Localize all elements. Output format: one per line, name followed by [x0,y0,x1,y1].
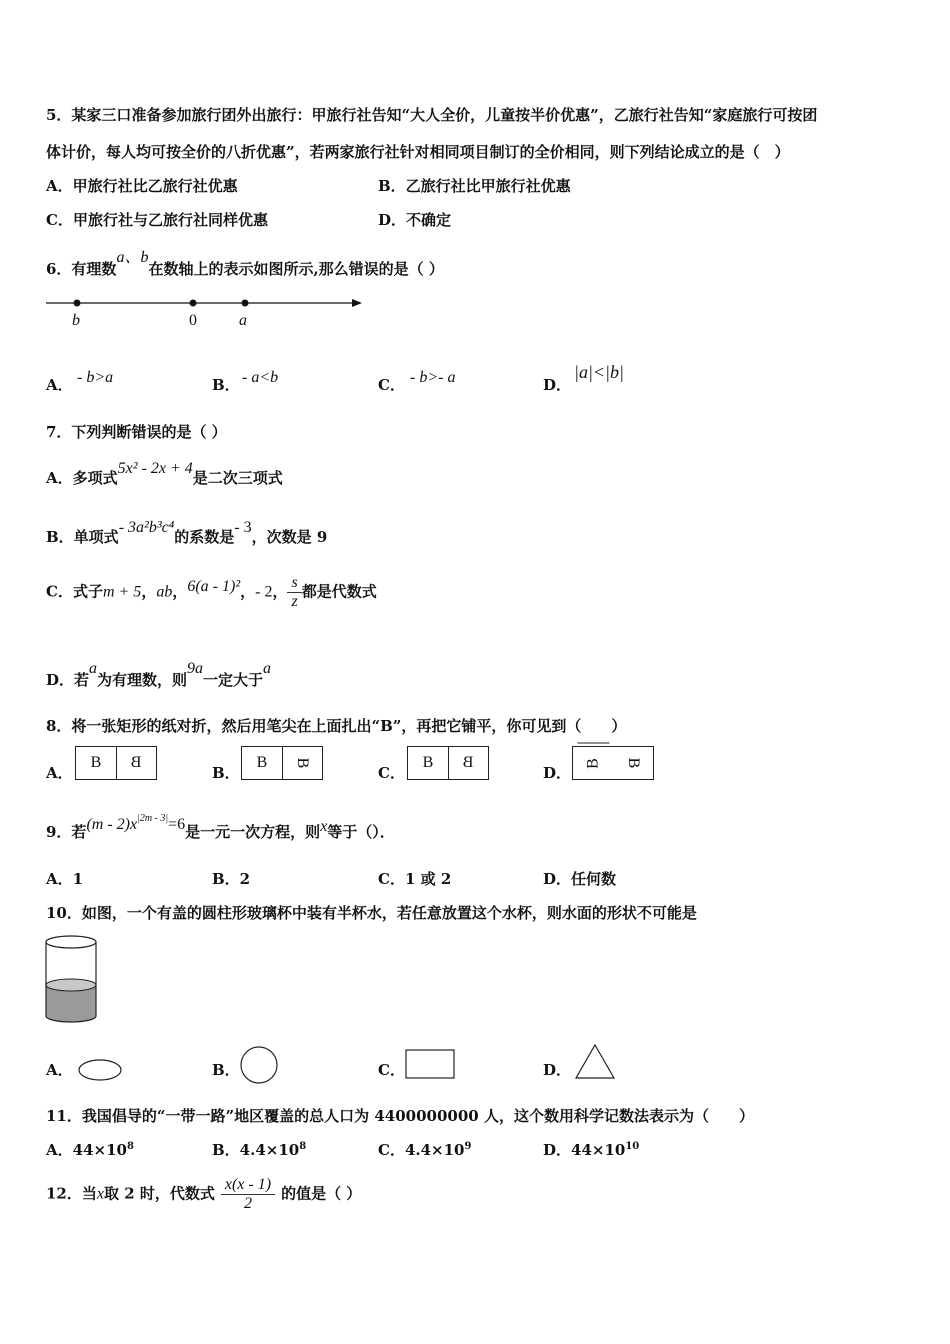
q8-option-a-label: A． [46,764,73,782]
q7-b-suffix: ，次数是 9 [251,528,328,546]
q8-a-right-letter: B [130,754,142,771]
q6-option-d-expr: |a|<|b| [574,362,624,382]
q12-x: x [96,1185,104,1203]
q8-option-c-label: C． [378,764,405,782]
q7-stem: 7．下列判断错误的是（ ） [46,423,227,441]
q8-option-d-image [572,746,654,780]
q8-d-left-letter: B [578,743,610,784]
q7-c-e3: 6(a - 1)² [187,577,241,595]
q11-option-b [212,1139,306,1160]
q9-equals: =6 [168,816,186,833]
q6-option-c-expr: - b>- a [410,369,456,386]
q7-d-middle: 为有理数，则 [97,671,188,689]
q9-middle: 是一元一次方程，则 [185,823,321,841]
q11-c-exp: 9 [464,1141,472,1152]
number-line-label-b: b [72,312,80,329]
q9-prefix: 9．若 [46,823,87,841]
q12-suffix: 的值是（ ） [281,1184,362,1203]
q6-option-b-expr: - a<b [242,369,279,386]
q6-option-c-label: C． [378,376,405,394]
q9-x: x [320,818,328,835]
q8-option-c-image [407,746,489,780]
rectangle-shape [405,1049,457,1081]
q9-suffix: 等于（）． [327,823,395,841]
q10-option-b-label: B． [212,1061,240,1079]
q5-stem-line1: 5．某家三口准备参加旅行团外出旅行：甲旅行社告知“大人全价，儿童按半价优惠”，乙旅行社告知“家庭旅行可按团 [46,106,818,124]
q7-a-expr: 5x² - 2x + 4 [117,460,193,477]
q11-stem: 11．我国倡导的“一带一路”地区覆盖的总人口为 4400000000 人，这个数用科学记数法表示为（ ） [46,1107,754,1125]
q8-c-left-letter: B [408,747,449,779]
q6-vars: a、b [116,249,149,266]
q12-prefix: 12．当 [46,1184,97,1203]
q8-option-a-image [75,746,157,780]
q11-d-base: D．44×10 [543,1141,626,1159]
q7-option-a [46,460,283,488]
q7-c-fraction [287,574,301,611]
q7-d-a1: a [89,660,98,677]
q7-option-b [46,519,328,547]
q6-option-d-label: D． [543,376,572,394]
q8-option-b-image [241,746,323,780]
q5-option-b: B．乙旅行社比甲旅行社优惠 [378,177,571,195]
q7-c-e4: - 2 [255,583,273,601]
q8-option-b-label: B． [212,764,240,782]
q7-b-expr: - 3a²b³c⁴ [118,519,175,536]
q10-option-d-label: D． [543,1061,572,1079]
q7-c-e2: ab [156,583,173,601]
q9-exponent: |2m - 3| [137,813,169,824]
q9-option-c: C．1 或 2 [378,870,452,888]
q7-d-prefix: D．若 [46,671,90,689]
q5-stem-line2: 体计价，每人均可按全价的八折优惠”，若两家旅行社针对相同项目制订的全价相同，则下列结论成立的是（ ） [46,143,790,161]
q11-option-c [378,1139,471,1160]
q9-option-d: D．任何数 [543,870,617,888]
q11-b-exp: 8 [299,1141,307,1152]
q7-a-prefix: A．多项式 [46,469,118,487]
q10-option-c-label: C． [378,1061,405,1079]
q7-d-a2: a [263,660,272,677]
q11-b-base: B．4.4×10 [212,1141,300,1159]
q8-d-right-letter: B [625,757,642,769]
q7-option-d [46,660,272,690]
glass-cylinder-figure [42,930,100,1026]
q7-option-c: C．式子m + 5，ab，6(a - 1)²，- 2， $\frac{s}{z}$ 都是代数式 [46,574,377,610]
q7-b-coef: - 3 [234,519,252,536]
q11-d-exp: 10 [625,1141,640,1152]
q7-c-frac-den: z [291,593,298,610]
q6-stem [46,249,444,279]
q9-stem [46,813,395,842]
triangle-shape [574,1043,618,1081]
q12-stem [46,1176,361,1213]
q8-a-left-letter: B [76,747,117,779]
q11-option-a [46,1139,134,1160]
circle-shape [239,1045,279,1085]
q7-c-prefix: C．式子 [46,582,103,601]
q8-b-right-letter: B [294,757,311,769]
q6-suffix: 在数轴上的表示如图所示,那么错误的是（ ） [148,260,444,278]
q12-fraction [221,1176,275,1213]
q11-a-exp: 8 [126,1141,134,1152]
q8-c-right-letter: B [462,754,474,771]
q5-option-d: D．不确定 [378,211,452,229]
q7-c-e1: m + 5 [102,583,142,601]
number-line [40,288,370,338]
q8-option-d-label: D． [543,764,572,782]
q9-option-a: A．1 [46,870,84,888]
q10-option-a-label: A． [46,1061,73,1079]
q7-d-expr: 9a [187,660,204,677]
q6-prefix: 6．有理数 [46,260,117,278]
q9-option-b: B．2 [212,870,251,888]
q6-option-a-expr: - b>a [77,369,114,386]
number-line-label-zero: 0 [189,312,197,329]
q11-c-base: C．4.4×10 [378,1141,465,1159]
q7-c-suffix: 都是代数式 [301,582,377,601]
q7-b-prefix: B．单项式 [46,528,119,546]
ellipse-shape [76,1056,126,1084]
q8-stem: 8．将一张矩形的纸对折，然后用笔尖在上面扎出“B”，再把它铺平，你可见到（ ） [46,717,627,735]
q6-option-b-label: B． [212,376,240,394]
q12-middle: 取 2 时，代数式 [103,1184,215,1203]
q8-b-left-letter: B [242,747,283,779]
q12-frac-num: x(x - 1) [221,1176,275,1195]
q7-c-frac-num: s [287,574,301,593]
q9-expr: (m - 2)x [86,816,138,833]
q5-option-a: A．甲旅行社比乙旅行社优惠 [46,177,238,195]
q7-a-suffix: 是二次三项式 [192,469,283,487]
q5-option-c: C．甲旅行社与乙旅行社同样优惠 [46,211,268,229]
q7-d-middle2: 一定大于 [203,671,264,689]
q6-option-a-label: A． [46,376,73,394]
q7-b-middle: 的系数是 [174,528,235,546]
number-line-label-a: a [239,312,247,329]
q12-frac-den: 2 [243,1195,252,1212]
q11-option-d [543,1139,639,1160]
q10-stem: 10．如图，一个有盖的圆柱形玻璃杯中装有半杯水，若任意放置这个水杯，则水面的形状不可能是 [46,904,697,922]
q11-a-base: A．44×10 [46,1141,127,1159]
